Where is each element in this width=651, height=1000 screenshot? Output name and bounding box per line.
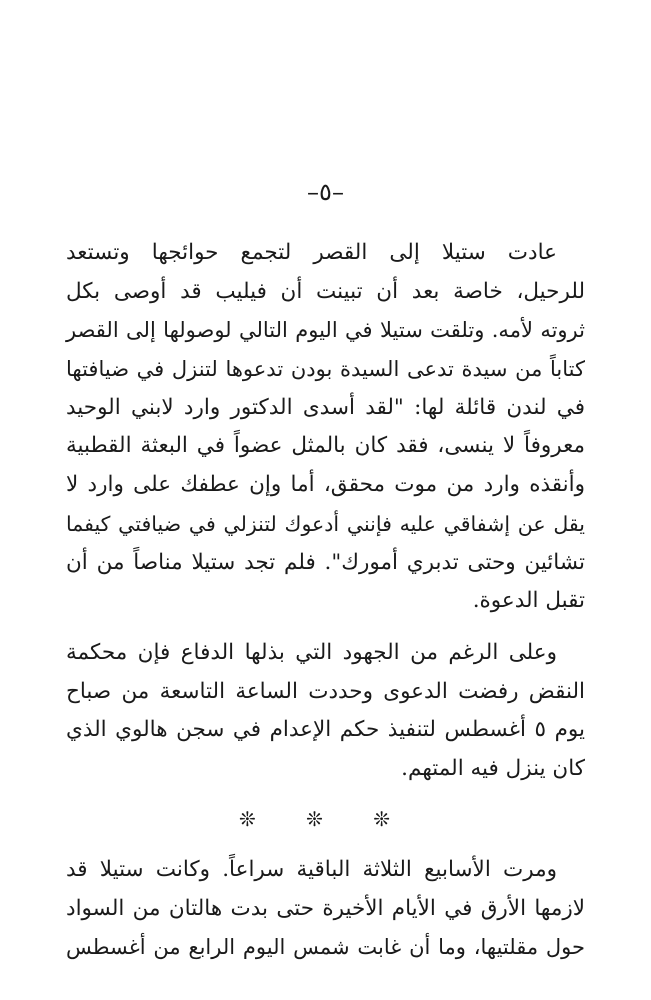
text-line: يوم ٥ أغسطس لتنفيذ حكم الإعدام في سجن هالوي الذي bbox=[66, 717, 585, 743]
paragraph-2 bbox=[66, 634, 585, 789]
page-number: –٥– bbox=[307, 178, 344, 206]
text-line: في لندن قائلة لها: "لقد أسدى الدكتور وارد لابني الوحيد bbox=[66, 394, 585, 420]
paragraph-3 bbox=[66, 851, 585, 967]
section-separator: ❊ ❊ ❊ bbox=[239, 807, 412, 831]
text-line: تشائين وحتى تدبري أمورك". فلم تجد ستيلا مناصاً من أن bbox=[66, 549, 585, 575]
text-line: النقض رفضت الدعوى وحددت الساعة التاسعة من صباح bbox=[66, 678, 585, 704]
text-line: يقل عن إشفاقي عليه فإنني أدعوك لتنزلي في ضيافتي كيفما bbox=[66, 511, 585, 536]
text-line: وعلى الرغم من الجهود التي بذلها الدفاع فإن محكمة bbox=[66, 640, 557, 665]
text-line: معروفاً لا ينسى، فقد كان بالمثل عضواً في البعثة القطبية bbox=[66, 433, 585, 459]
text-line: كتاباً من سيدة تدعى السيدة بودن تدعوها لتنزل في ضيافتها bbox=[66, 357, 585, 382]
text-line: تقبل الدعوة. bbox=[472, 588, 585, 614]
text-line: عادت ستيلا إلى القصر لتجمع حوائجها وتستعد bbox=[66, 240, 557, 265]
paragraph-1 bbox=[66, 234, 585, 621]
text-line: كان ينزل فيه المتهم. bbox=[401, 756, 585, 782]
text-line: ثروته لأمه. وتلقت ستيلا في اليوم التالي لوصولها إلى القصر bbox=[66, 318, 585, 343]
text-line: ومرت الأسابيع الثلاثة الباقية سراعاً. وكانت ستيلا قد bbox=[66, 857, 557, 882]
text-line: لازمها الأرق في الأيام الأخيرة حتى بدت هالتان من السواد bbox=[66, 895, 585, 921]
text-line: للرحيل، خاصة بعد أن تبينت أن فيليب قد أوصى بكل bbox=[66, 278, 585, 304]
book-page bbox=[66, 0, 585, 1000]
text-line: حول مقلتيها، وما أن غابت شمس اليوم الرابع من أغسطس bbox=[66, 935, 585, 960]
text-line: وأنقذه وارد من موت محقق، أما وإن عطفك على وارد لا bbox=[66, 472, 585, 498]
